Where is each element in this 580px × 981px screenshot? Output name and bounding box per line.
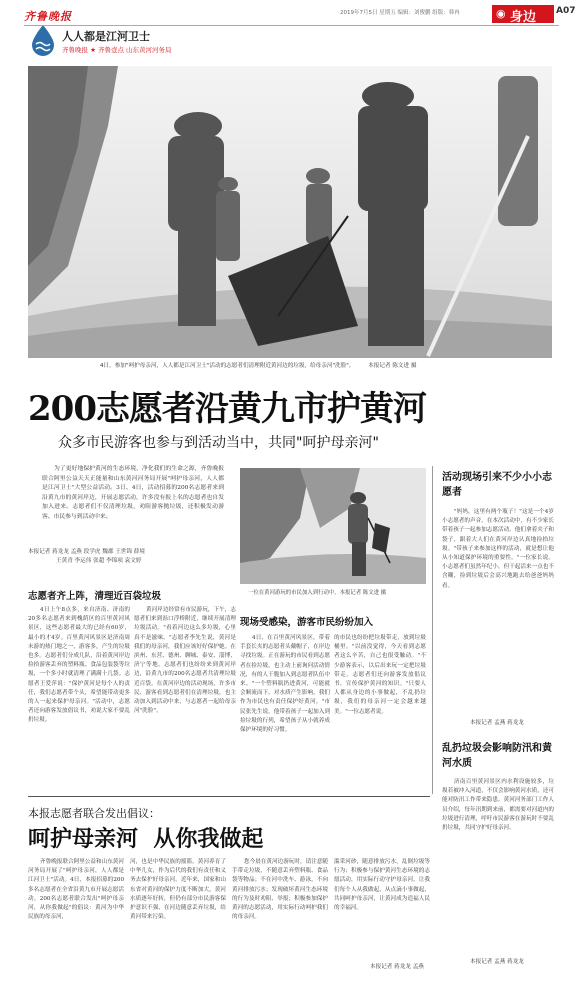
mid-photo-caption: 一位在黄河游玩的市民加入到行动中。本报记者 陈文进 摄 — [248, 590, 387, 596]
section2-col2: 的市民也纷纷把垃圾带走，放到垃圾桶里。"以前没觉得，今天看到志愿者这么辛苦，自己也很受触动。"不少游客表示，以后出来玩一定把垃圾带走。志愿者们还向游客发放倡议书，宣传保护黄河的知识。"只要人人都从身边的小事做起，不乱扔垃圾，我们的母亲河一定会越来越美。"一位志愿者说。 — [334, 635, 426, 715]
subheadline: 众多市民游客也参与到活动当中，共同"呵护母亲河" — [58, 435, 379, 451]
issue-meta: 2019年7月5日 星期五 编辑：刘俊鹏 组版：韩冉 — [340, 10, 460, 16]
masthead — [0, 0, 580, 60]
lead-bylines — [28, 548, 233, 566]
sidebar2-byline: 本报记者 孟燕 蒋龙龙 — [470, 959, 524, 965]
headline: 200志愿者沿黄九市护黄河 — [28, 389, 426, 429]
section3-rule — [28, 796, 430, 797]
sidebar2-text: 济南百里黄河景区内水利设施较多，垃圾若被冲入河道，不仅会影响黄河水质，还可能对防汛工作带来隐患。黄河河务部门工作人员介绍，每年汛期到来前，都需要对河道内的垃圾进行清理，呼吁市民游客在游玩时不要乱扔垃圾，共同守护好母亲河。 — [442, 779, 554, 832]
section3-kicker: 本报志愿者联合发出倡议： — [28, 807, 160, 820]
sponsors: 齐鲁晚报 ★ 齐鲁壹点 山东黄河河务局 — [62, 46, 172, 54]
top-photo-caption — [100, 361, 550, 369]
sidebar1-byline: 本报记者 孟燕 蒋龙龙 — [470, 720, 524, 726]
page-number: A07 — [556, 6, 576, 16]
section3-col3: 您今晨在黄河边游玩时，请注意随手带走垃圾，不随意丢弃塑料瓶、食品袋等物品；不在河中洗车、游泳，不向黄河排放污水；发现破坏黄河生态环境的行为及时劝阻、举报；积极参加保护黄河的志愿活动，用实际行动呵护我们的母亲河。 — [232, 859, 328, 921]
section3-col1: 齐鲁晚报联合阿里公益和山东黄河河务局开展了"呵护母亲河，人人都是江河卫士"活动。4日，本报招募的200多名志愿者在全省沿黄九市开展志愿活动。200名志愿者联合发出"呵护母亲河，从你我做起"的倡议：黄河为中华民族的母亲河， — [28, 859, 124, 921]
location-pin-icon: ◉ — [496, 7, 506, 20]
section3-col4: 滥采河砂，随意排放污水，乱倒垃圾等行为；积极参与保护黄河生态环境的志愿活动，用实际行动守护母亲河。让我们每个人从我做起，从点滴小事做起，共同呵护母亲河，让黄河成为造福人民的幸福河。 — [334, 859, 430, 912]
section2-heading: 现场受感染，游客市民纷纷加入 — [240, 617, 374, 628]
section3-col2: 河，也是中华民族的摇篮。黄河养育了中华儿女，作为后代的我们有责任和义务去保护好母亲河。近年来，国家和山东省对黄河的保护力度不断加大，黄河水质逐年好转，但仍有部分市民游客保护意识不强，在河边随意丢弃垃圾，给黄河带来污染。 — [130, 859, 226, 921]
mid-photo — [240, 468, 426, 584]
campaign-title: 人人都是江河卫士 — [62, 30, 150, 43]
section-name: 身边 — [510, 10, 537, 25]
sidebar-divider — [432, 466, 433, 794]
section1-col1: 4日上午8点多，来自济南、济南的20多名志愿者来到槐荫区的百里黄河风景区，这些志愿者最大的已经有60岁，最小的才4岁。百里黄河风景区是济南周末游的热门地之一，游客多，产生的垃圾也多。志愿者们分成几队，沿着黄河岸边捡拾游客丢弃的塑料瓶、食品包装袋等垃圾，一个多小时就清理了满满十几袋。志愿者王爱萍说："保护黄河是每个人的责任，我们志愿者带个头，希望能带动更多的人一起来保护母亲河。"活动中，志愿者还向游客发放倡议书，劝说大家不要乱扔垃圾。 — [28, 607, 130, 724]
section2-col1: 4日，在百里黄河风景区，带着手套长夹的志愿者头戴帽子，在岸边寻找垃圾。正在游玩的市民看到志愿者在捡垃圾，也主动上前询问活动情况，有的人干脆加入到志愿者队伍中来。"一个塑料瓶扔进黄河，可能就会顺流而下，对水质产生影响，我们作为市民也有责任保护好黄河。"市民张先生说，他带着孩子一起加入到捡垃圾的行列，希望孩子从小就养成保护环境的好习惯。 — [240, 635, 330, 734]
water-drop-icon — [30, 24, 56, 60]
bylines-row2: 王黄青 李运伟 张超 李锦项 袁文婷 — [56, 558, 142, 564]
paper-logo — [24, 8, 72, 24]
paper-logo-text: 齐鲁晚报 — [24, 10, 72, 23]
sidebar1-heading: 活动现场引来不少小小志愿者 — [442, 472, 552, 498]
masthead-rule — [24, 25, 559, 26]
section1-col2: 黄河岸边经常有市民游玩，下午，志愿者们来到泺口浮桥附近，继续开展清理垃圾活动。"看着河边这么多垃圾，心里真不是滋味。"志愿者李先生说，黄河是我们的母亲河，我们应该好好保护她。在滨州、东营、德州、聊城、泰安、淄博、济宁等地，志愿者们也纷纷来到黄河岸边，沿黄九市的200名志愿者共清理垃圾近百袋。在黄河岸边的活动现场，许多市民、游客看到志愿者们在清理垃圾，也主动加入到活动中来，与志愿者一起给母亲河"洗脸"。 — [134, 607, 236, 715]
bylines-row1: 本报记者 蒋龙龙 孟燕 段学虎 魏郡 王世锦 薛境 — [28, 549, 145, 555]
sidebar2-heading: 乱扔垃圾会影响防汛和黄河水质 — [442, 743, 552, 769]
lead-paragraph: 为了更好地保护黄河的生态环境，净化我们的生命之源，齐鲁晚报联合阿里公益天天正能量和山东黄河河务局开展"呵护母亲河，人人都是江河卫士"大型公益活动。3日、4日，活动招募的200名志愿者来到沿黄九市的黄河岸边，开展志愿活动，许多没有报上名的志愿者也自发加入进来。志愿者们不仅清理垃圾，劝阻游客抛垃圾，还积极发动游客、市民参与到活动中来。 — [42, 466, 224, 520]
top-photo — [28, 66, 552, 358]
section-tab — [492, 5, 554, 23]
sidebar1-text: "妈妈，这里有两个瓶子！"这是一个4岁小志愿者的声音。在本次活动中，有不少家长带着孩子一起参加志愿活动。他们拿着夹子和袋子，跟着大人们在黄河岸边认真地捡拾垃圾。"带孩子来参加这样的活动，就是想让他从小知道保护环境的重要性。"一位家长说。小志愿者们虽然年纪小，但干起活来一点也不含糊，捡到垃圾后会高兴地跑去给爸爸妈妈看。 — [442, 509, 554, 589]
section3-byline: 本报记者 蒋龙龙 孟燕 — [370, 964, 424, 970]
section3-heading: 呵护母亲河 从你我做起 — [28, 826, 264, 852]
section1-heading: 志愿者齐上阵，清理近百袋垃圾 — [28, 591, 162, 602]
top-photo-credit: 本报记者 陈文进 摄 — [368, 363, 417, 369]
top-photo-caption-text: 4日，参加"呵护母亲河，人人都是江河卫士"活动的志愿者们清理附近黄河边的垃圾，给母亲河"洗脸"。 — [100, 363, 355, 369]
